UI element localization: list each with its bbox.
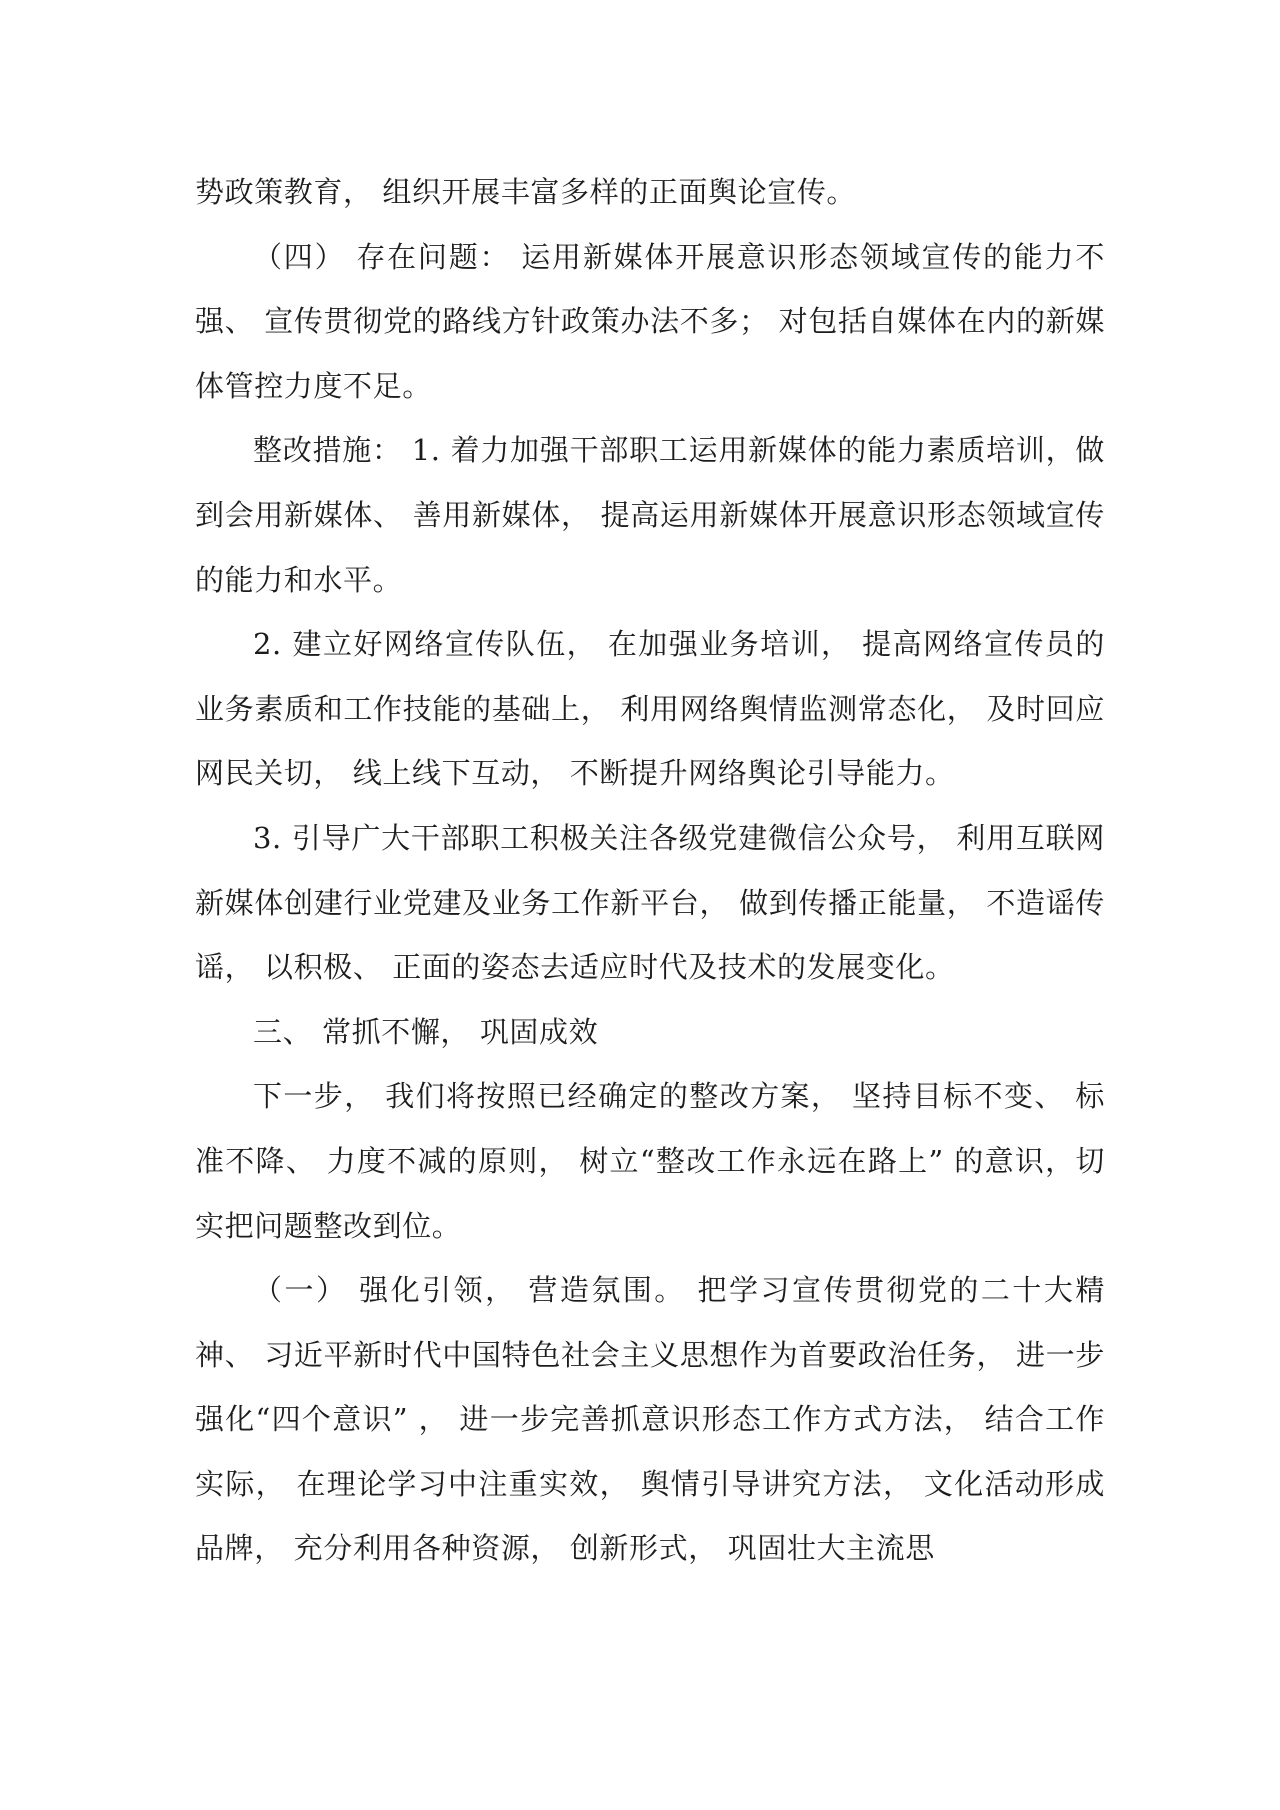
- paragraph-next-steps: 下一步， 我们将按照已经确定的整改方案， 坚持目标不变、 标准不降、 力度不减的原则， 树立“整改工作永远在路上” 的意识，切实把问题整改到位。: [195, 1079, 1105, 1243]
- paragraph-issue-four: （四） 存在问题： 运用新媒体开展意识形态领域宣传的能力不强、 宣传贯彻党的路线方针政策办法不多； 对包括自媒体在内的新媒体管控力度不足。: [195, 239, 1105, 403]
- paragraph-rectification-measure-3: 3. 引导广大干部职工积极关注各级党建微信公众号， 利用互联网新媒体创建行业党建及业务工作新平台， 做到传播正能量， 不造谣传谣， 以积极、 正面的姿态去适应时代及技术的发展变化。: [195, 820, 1105, 985]
- paragraph-strengthen-leadership: （一） 强化引领， 营造氛围。 把学习宣传贯彻党的二十大精神、 习近平新时代中国特色社会主义思想作为首要政治任务， 进一步强化“四个意识” ， 进一步完善抓意识形态工作方式方法， 结合工作实际， 在理论学习中注重实效， 舆情引导讲究方法， 文化活动形成品牌， 充分利用各种资源， 创新形式， 巩固壮大主流思: [195, 1273, 1105, 1566]
- paragraph-continuation: 势政策教育， 组织开展丰富多样的正面舆论宣传。: [195, 175, 857, 209]
- document-body: [195, 160, 1105, 1581]
- paragraph-rectification-measure-1: 整改措施： 1. 着力加强干部职工运用新媒体的能力素质培训，做到会用新媒体、 善用新媒体， 提高运用新媒体开展意识形态领域宣传的能力和水平。: [195, 433, 1105, 597]
- section-heading-three: 三、 常抓不懈， 巩固成效: [253, 1014, 599, 1049]
- paragraph-rectification-measure-2: 2. 建立好网络宣传队伍， 在加强业务培训， 提高网络宣传员的业务素质和工作技能的基础上， 利用网络舆情监测常态化， 及时回应网民关切， 线上线下互动， 不断提升网络舆论引导能力。: [195, 627, 1105, 791]
